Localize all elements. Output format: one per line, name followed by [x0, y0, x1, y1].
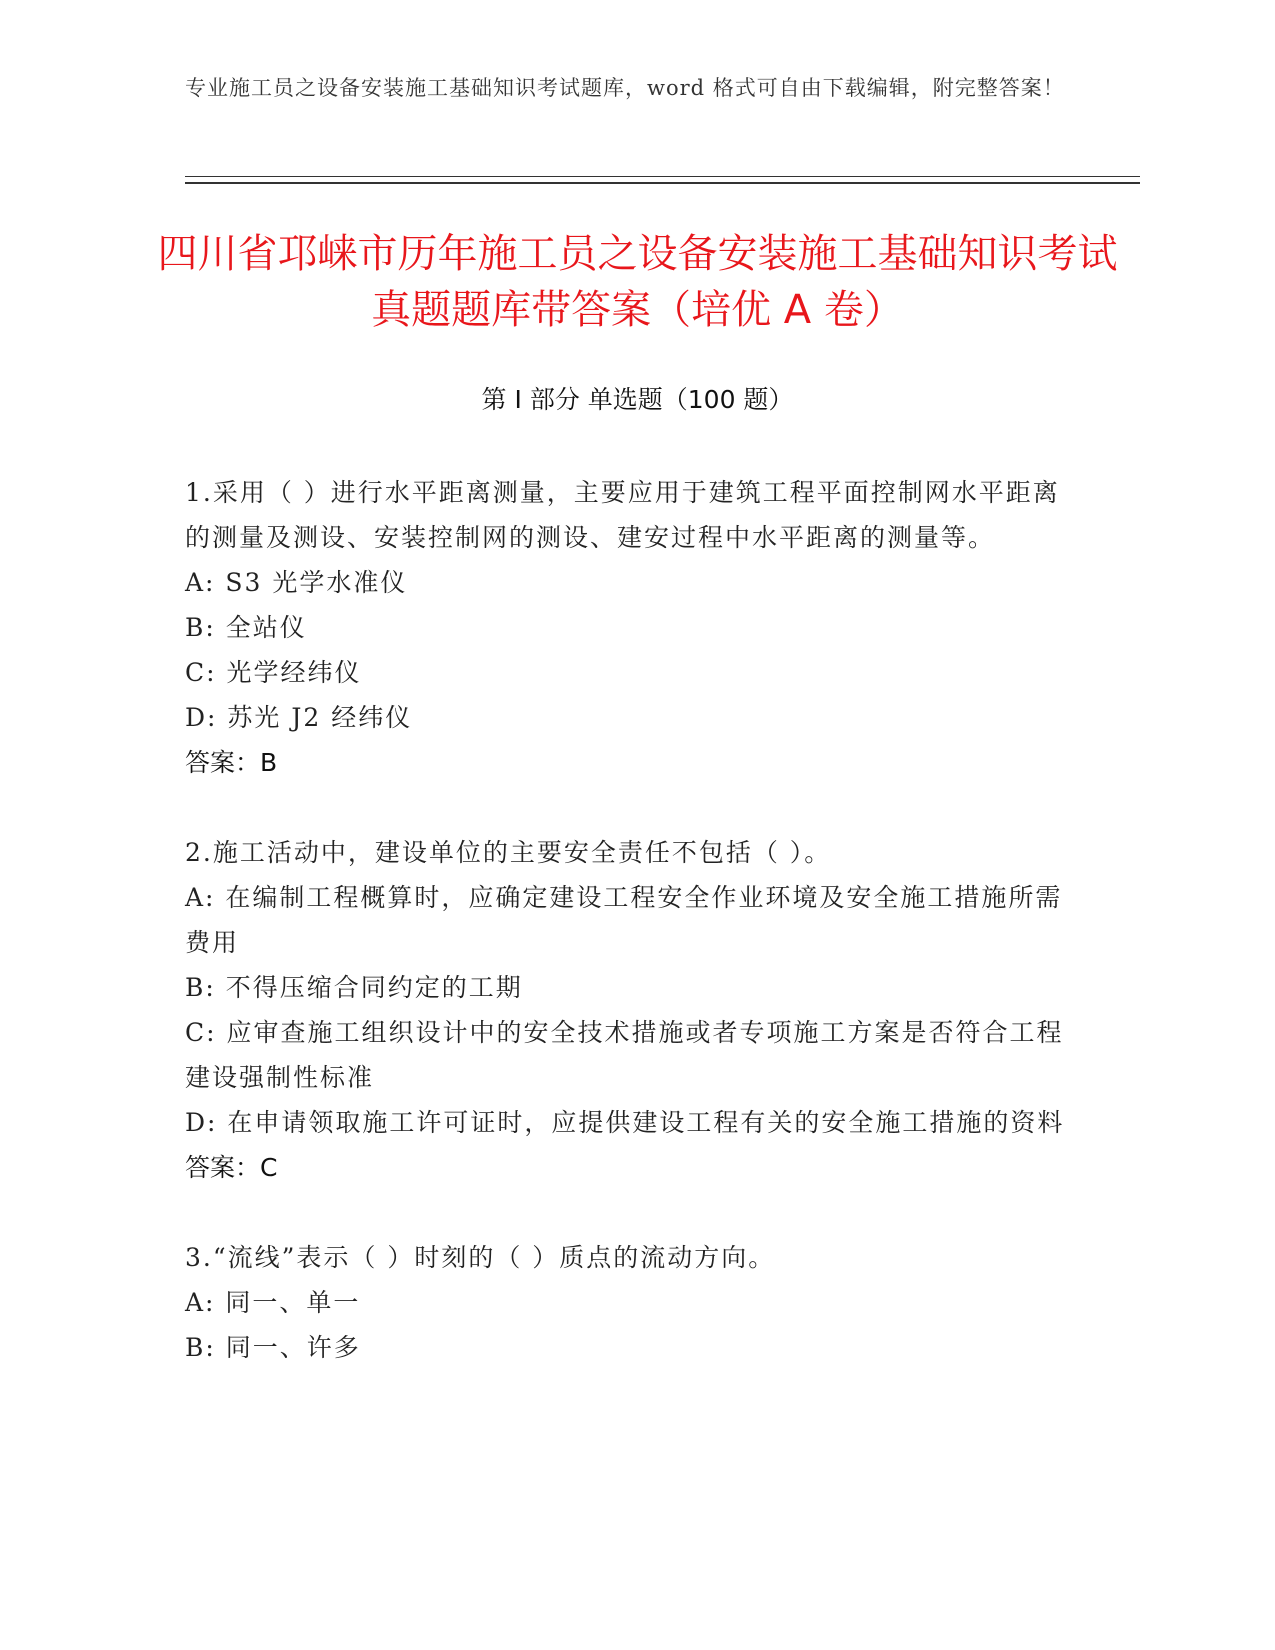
- question-stem: 2.施工活动中，建设单位的主要安全责任不包括（ ）。: [185, 838, 832, 867]
- header-rule-thick: [185, 182, 1140, 184]
- question-1: [185, 470, 1065, 786]
- option-a: A: S3 光学水准仪: [185, 568, 408, 597]
- question-stem: 1.采用（ ）进行水平距离测量，主要应用于建筑工程平面控制网水平距离的测量及测设、安装控制网的测设、建安过程中水平距离的测量等。: [185, 478, 1060, 552]
- option-d: D: 在申请领取施工许可证时，应提供建设工程有关的安全施工措施的资料: [185, 1108, 1065, 1137]
- answer-value: B: [260, 748, 278, 777]
- option-d: D: 苏光 J2 经纬仪: [185, 703, 413, 732]
- option-c: C: 应审查施工组织设计中的安全技术措施或者专项施工方案是否符合工程建设强制性标准: [185, 1018, 1064, 1092]
- answer-line: [185, 740, 1065, 786]
- option-b: B: 全站仪: [185, 613, 307, 642]
- question-list: [185, 470, 1065, 1414]
- section-title: 第 I 部分 单选题（100 题）: [481, 385, 794, 414]
- question-2: [185, 830, 1065, 1191]
- option-b: B: 同一、许多: [185, 1333, 361, 1362]
- option-a: A: 同一、单一: [185, 1288, 361, 1317]
- question-stem: 3.“流线”表示（ ）时刻的（ ）质点的流动方向。: [185, 1243, 776, 1272]
- answer-label: 答案：: [185, 1153, 261, 1182]
- answer-line: [185, 1145, 1065, 1191]
- option-b: B: 不得压缩合同约定的工期: [185, 973, 523, 1002]
- option-a: A: 在编制工程概算时，应确定建设工程安全作业环境及安全施工措施所需费用: [185, 883, 1063, 957]
- document-title: 四川省邛崃市历年施工员之设备安装施工基础知识考试真题题库带答案（培优 A 卷）: [157, 231, 1118, 333]
- answer-value: C: [260, 1153, 278, 1182]
- header-note: 专业施工员之设备安装施工基础知识考试题库，word 格式可自由下载编辑，附完整答案！: [185, 76, 1065, 100]
- answer-label: 答案：: [185, 748, 261, 777]
- question-3: [185, 1235, 1065, 1370]
- option-c: C: 光学经纬仪: [185, 658, 362, 687]
- header-rule-thin: [185, 176, 1140, 177]
